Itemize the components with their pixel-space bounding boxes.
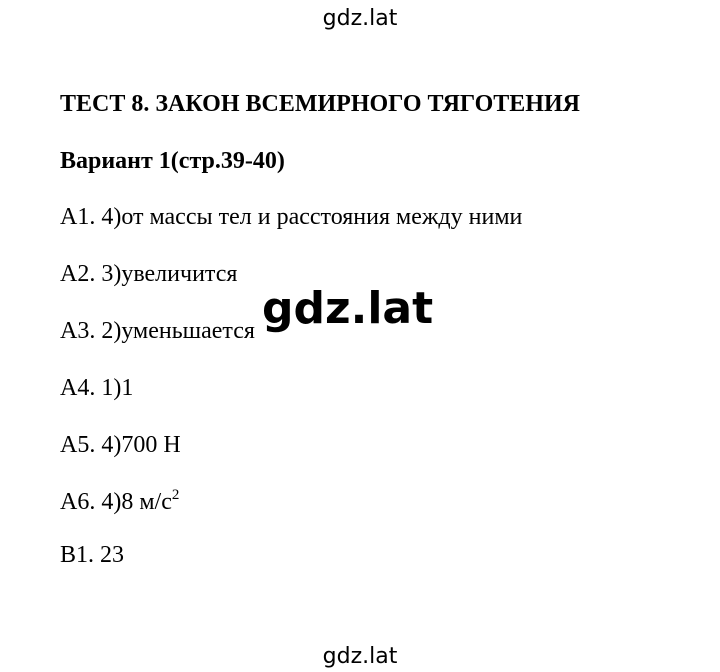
question-number: A6. <box>60 489 96 515</box>
answer-text: 23 <box>100 542 125 568</box>
answer-a4 <box>60 372 133 404</box>
answer-a2 <box>60 258 237 290</box>
question-number: A1. <box>60 204 96 230</box>
answer-text: 3)увеличится <box>101 261 238 287</box>
answer-a1 <box>60 201 522 233</box>
question-number: B1. <box>60 542 95 568</box>
question-number: A4. <box>60 375 96 401</box>
test-title: ТЕСТ 8. ЗАКОН ВСЕМИРНОГО ТЯГОТЕНИЯ <box>60 91 580 117</box>
variant-heading: Вариант 1(стр.39-40) <box>60 148 285 174</box>
question-number: A3. <box>60 318 96 344</box>
answer-text: 4)от массы тел и расстояния между ними <box>101 204 523 230</box>
answer-text: 4)700 Н <box>101 432 181 458</box>
answer-text: 4)8 м/с <box>101 489 172 515</box>
answer-b1 <box>60 539 124 571</box>
question-number: A2. <box>60 261 96 287</box>
answer-superscript: 2 <box>171 487 180 503</box>
watermark-bottom: gdz.lat <box>322 644 398 669</box>
watermark-center: gdz.lat <box>262 283 434 334</box>
answer-a5 <box>60 429 181 461</box>
answer-text: 1)1 <box>101 375 134 401</box>
watermark-top: gdz.lat <box>322 6 398 31</box>
answer-text: 2)уменьшается <box>101 318 255 344</box>
question-number: A5. <box>60 432 96 458</box>
answer-a6 <box>60 486 179 518</box>
answer-a3 <box>60 315 255 347</box>
